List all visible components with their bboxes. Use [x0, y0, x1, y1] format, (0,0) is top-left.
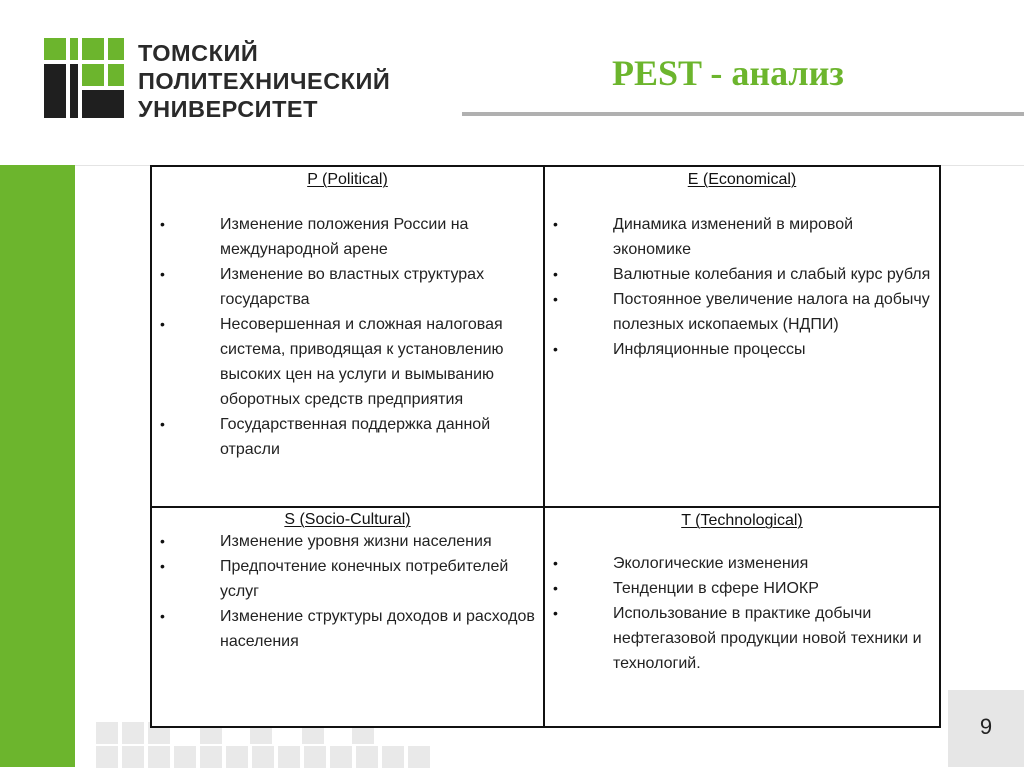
header-divider: [462, 112, 1024, 116]
page-number: 9: [979, 714, 993, 739]
logo-line-3: УНИВЕРСИТЕТ: [138, 96, 318, 122]
list-item: • Государственная поддержка данной отрасли: [152, 412, 543, 462]
political-list: [152, 212, 543, 462]
socio-cultural-title: S (Socio-Cultural): [284, 511, 411, 528]
list-item: • Изменение уровня жизни населения: [152, 529, 543, 554]
list-item: • Динамика изменений в мировой экономике: [545, 212, 939, 262]
technological-cell: [544, 507, 940, 727]
economical-cell: [544, 166, 940, 507]
socio-cultural-list: [152, 529, 543, 654]
economical-list: [545, 212, 939, 362]
list-item: • Валютные колебания и слабый курс рубля: [545, 262, 939, 287]
slide-title: PEST - анализ: [612, 53, 844, 93]
political-title: P (Political): [307, 171, 388, 188]
list-item: • Постоянное увеличение налога на добычу полезных ископаемых (НДПИ): [545, 287, 939, 337]
list-item: • Несовершенная и сложная налоговая система, приводящая к установлению высоких цен на услуги и вымыванию оборотных средств предприятия: [152, 312, 543, 412]
university-logo-icon: [44, 38, 124, 118]
list-item: • Тенденции в сфере НИОКР: [545, 576, 939, 601]
technological-list: [545, 551, 939, 676]
logo-line-1: ТОМСКИЙ: [138, 40, 259, 66]
socio-cultural-cell: [151, 507, 544, 727]
list-item: • Изменение положения России на международной арене: [152, 212, 543, 262]
list-item: • Инфляционные процессы: [545, 337, 939, 362]
economical-title: E (Economical): [687, 171, 797, 188]
technological-title: T (Technological): [681, 512, 803, 529]
political-cell: [151, 166, 544, 507]
list-item: • Использование в практике добычи нефтегазовой продукции новой техники и технологий.: [545, 601, 939, 676]
logo-line-2: ПОЛИТЕХНИЧЕСКИЙ: [138, 68, 391, 94]
list-item: • Предпочтение конечных потребителей услуг: [152, 554, 543, 604]
list-item: • Изменение во властных структурах государства: [152, 262, 543, 312]
pest-table: [150, 165, 941, 728]
list-item: • Изменение структуры доходов и расходов населения: [152, 604, 543, 654]
list-item: • Экологические изменения: [545, 551, 939, 576]
green-side-bar: [0, 165, 75, 767]
university-name: [138, 39, 390, 123]
